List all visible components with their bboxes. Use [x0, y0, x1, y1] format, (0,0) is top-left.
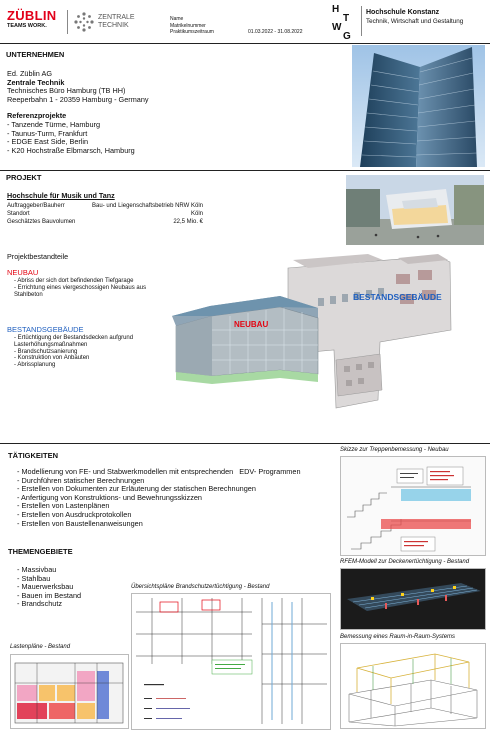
company-block [7, 70, 327, 155]
bestand-item: - Ertüchtigung der Bestandsdecken aufgrund Lasterhöhungsmaßnahmen [14, 335, 134, 348]
task-item: - Durchführen statischer Berechnungen [17, 475, 145, 485]
zentrale-technik-logo [73, 10, 143, 36]
task-item: - Erstellen von Baustellenanweisungen [17, 518, 143, 528]
ref-item: - Tanzende Türme, Hamburg [7, 119, 101, 129]
refs-list [7, 121, 327, 155]
caption-rfem: RFEM-Modell zur Deckenertüchtigung - Bestand [340, 559, 470, 565]
university-name: Hochschule Konstanz [366, 9, 440, 16]
header-fields [170, 16, 214, 36]
tower-photo [352, 45, 485, 167]
ref-item: - EDGE East Side, Berlin [7, 137, 89, 147]
building-model [168, 250, 484, 410]
bestand-heading: BESTANDSGEBÄUDE [7, 325, 84, 334]
uebersicht-figure [131, 593, 331, 730]
bestand-item: - Brandschutzsanierung [14, 348, 78, 355]
topics-heading: THEMENGEBIETE [8, 547, 73, 556]
project-row-label: Auftraggeber/Bauherr [7, 203, 65, 209]
task-item: - Anfertigung von Konstruktions- und Bewehrungsskizzen [17, 492, 202, 502]
neubau-item: - Abriss der sich dort befindenden Tiefgarage [14, 278, 134, 284]
lasten-figure [10, 654, 129, 729]
topic-item: - Mauerwerksbau [17, 582, 74, 592]
bestand-list [14, 335, 159, 369]
zublin-tagline: TEAMS WORK. [7, 23, 47, 29]
task-item: - Modellierung von FE- und Stabwerkmodellen mit entsprechenden EDV- Programmen [17, 467, 301, 476]
project-row [7, 203, 203, 211]
company-unit: Zentrale Technik [7, 77, 65, 87]
field-name: Name [170, 16, 184, 22]
field-period: Praktikumszeitraum [170, 29, 214, 35]
task-item: - Erstellen von Ausdruckprotokollen [17, 509, 132, 519]
rule-1 [0, 43, 490, 44]
rendering-photo [346, 175, 484, 245]
logo-divider [67, 10, 68, 34]
caption-skizze: Skizze zur Treppenbemessung - Neubau [340, 447, 449, 453]
topic-item: - Bauen im Bestand [17, 590, 82, 600]
company-heading: UNTERNEHMEN [6, 50, 65, 59]
htwg-g: G [343, 31, 351, 42]
company-name: Ed. Züblin AG [7, 69, 53, 78]
caption-lasten: Lastenpläne - Bestand [10, 644, 71, 650]
field-matrikel: Matrikelnummer [170, 22, 206, 29]
project-row-value: 22,5 Mio. € [173, 219, 203, 225]
model-label-bestand: BESTANDSGEBÄUDE [353, 292, 442, 302]
topic-item: - Massivbau [17, 565, 57, 574]
neubau-heading: NEUBAU [7, 268, 39, 277]
neubau-list [14, 278, 164, 298]
zt-logo-line1: ZENTRALE [98, 14, 135, 21]
skizze-figure [340, 456, 486, 556]
period-value: 01.03.2022 - 31.08.2022 [248, 29, 303, 35]
model-label-neubau: NEUBAU [234, 320, 269, 329]
tasks-list [17, 468, 337, 528]
bemessung-figure [340, 643, 486, 729]
project-title: Hochschule für Musik und Tanz [7, 191, 115, 200]
company-address: Reeperbahn 1 - 20359 Hamburg - Germany [7, 94, 149, 104]
parts-heading: Projektbestandteile [7, 252, 69, 261]
caption-uebersicht: Übersichtspläne Brandschutzertüchtigung - Bestand [131, 584, 270, 590]
project-row-value: Bau- und Liegenschaftsbetrieb NRW Köln [92, 203, 203, 209]
topics-list [17, 566, 137, 609]
htwg-w: W [332, 22, 342, 33]
htwg-t: T [343, 13, 350, 24]
task-item: - Erstellen von Dokumenten zur Erläuterung der statischen Berechnungen [17, 484, 256, 494]
tasks-heading: TÄTIGKEITEN [8, 451, 58, 460]
bestand-item: - Konstruktion von Anbauten [14, 355, 90, 362]
bestand-item: - Abrissplanung [14, 362, 56, 369]
project-row [7, 219, 203, 227]
university-sub: Technik, Wirtschaft und Gestaltung [366, 18, 464, 25]
htwg-h: H [332, 4, 340, 15]
project-table [7, 203, 203, 227]
htwg-divider [361, 6, 362, 36]
refs-heading: Referenzprojekte [7, 111, 67, 121]
project-row-value: Köln [190, 210, 203, 217]
project-heading: PROJEKT [6, 173, 42, 182]
project-row-label: Geschätztes Bauvolumen [7, 219, 76, 225]
project-row-label: Standort [7, 210, 30, 217]
company-office: Technisches Büro Hamburg (TB HH) [7, 86, 126, 96]
project-row [7, 211, 203, 219]
topic-item: - Brandschutz [17, 599, 63, 609]
topic-item: - Stahlbau [17, 573, 51, 583]
rfem-figure [340, 568, 486, 630]
neubau-item: - Errichtung eines viergeschossigen Neubaus aus Stahlbeton [14, 284, 147, 298]
zt-logo-line2: TECHNIK [98, 22, 129, 29]
rule-2 [0, 170, 490, 171]
zublin-wordmark: ZÜBLIN [7, 8, 57, 23]
zentrale-technik-icon [73, 11, 95, 33]
caption-bemessung: Bemessung eines Raum-in-Raum-Systems [340, 634, 456, 640]
rule-3 [0, 443, 490, 444]
ref-item: - K20 Hochstraße Elbmarsch, Hamburg [7, 145, 135, 155]
zublin-logo [7, 9, 65, 30]
task-item: - Erstellen von Lastenplänen [17, 501, 110, 511]
ref-item: - Taunus-Turm, Frankfurt [7, 128, 88, 138]
htwg-logo [330, 4, 360, 42]
